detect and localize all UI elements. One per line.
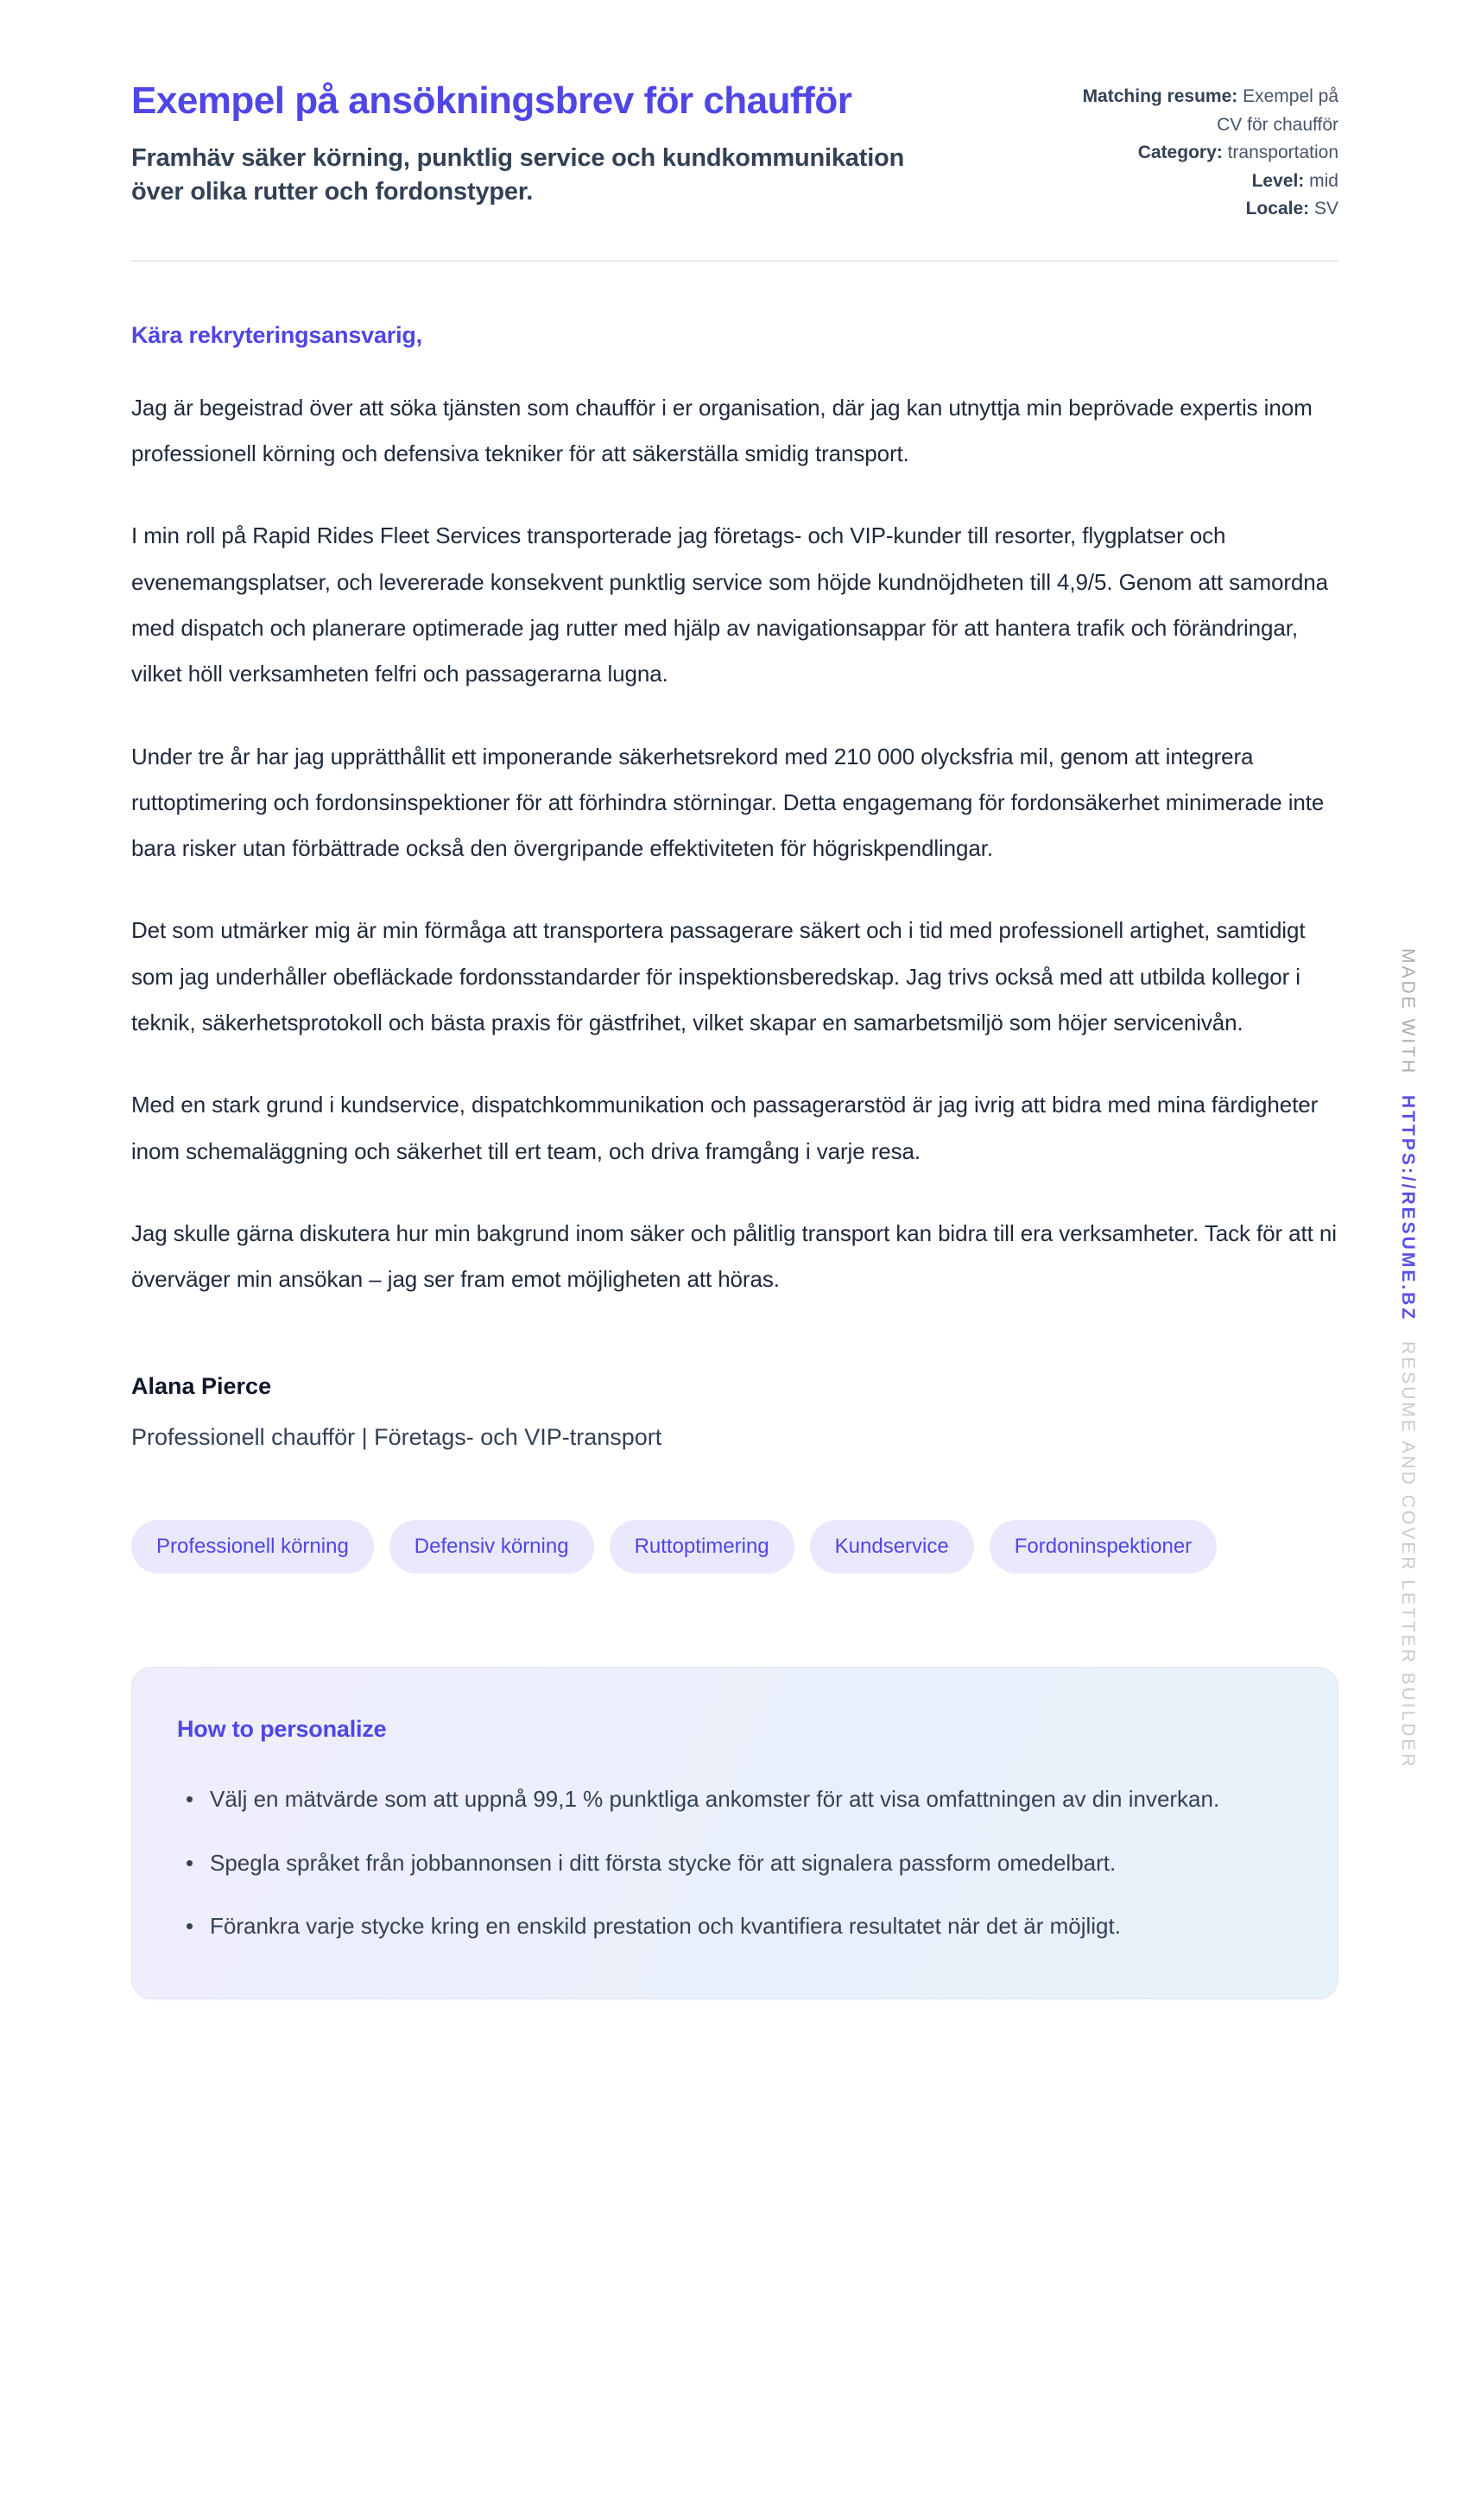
skill-tag: Kundservice <box>810 1520 974 1573</box>
letter-paragraph: I min roll på Rapid Rides Fleet Services transporterade jag företags- och VIP-kunder till resorter, flygplatser och evenemangsplatser, och levererade konsekvent punktlig service som höjde kundnöjdheten till 4,9/5. Genom att samordna med dispatch och planerare optimerade jag rutter med hjälp av navigationsappar för att hantera trafik och förändringar, vilket höll verksamheten felfri och passagerarna lugna. <box>131 522 1329 687</box>
personalize-tip-list <box>177 1779 1289 1947</box>
letter-body <box>131 322 1338 1452</box>
watermark-sidebar <box>1397 948 1418 1770</box>
letter-greeting: Kära rekryteringsansvarig, <box>131 321 422 348</box>
personalize-heading: How to personalize <box>177 1716 387 1743</box>
signature-role: Professionell chaufför | Företags- och VIP-transport <box>131 1424 662 1451</box>
header-title-block <box>131 76 908 209</box>
skill-tag: Professionell körning <box>131 1520 374 1573</box>
letter-paragraph: Jag skulle gärna diskutera hur min bakgrund inom säker och pålitlig transport kan bidra till era verksamheter. Tack för att ni överväger min ansökan – jag ser fram emot möjligheten att höras. <box>131 1219 1337 1293</box>
meta-locale-label: Locale: <box>1245 199 1310 219</box>
meta-matching-resume-value: Exempel på CV för chaufför <box>1217 86 1338 135</box>
skill-tags <box>131 1520 1338 1573</box>
watermark-resume-bz-link[interactable]: HTTPS://RESUME.BZ <box>1398 1095 1418 1322</box>
meta-category-label: Category: <box>1137 142 1223 163</box>
skill-tag: Fordoninspektioner <box>990 1520 1217 1573</box>
meta-matching-resume-label: Matching resume: <box>1082 86 1238 106</box>
meta-level-label: Level: <box>1251 170 1305 191</box>
watermark-made-with-label: MADE WITH <box>1398 948 1418 1076</box>
letter-paragraph: Under tre år har jag upprätthållit ett imponerande säkerhetsrekord med 210 000 olycksfria mil, genom att integrera ruttoptimering och fordonsinspektioner för att förhindra störningar. Detta engagemang för fordonsäkerhet minimerade inte bara risker utan förbättrade också den övergripande effektiviteten för högriskpendlingar. <box>131 743 1325 862</box>
watermark-tagline: RESUME AND COVER LETTER BUILDER <box>1398 1341 1418 1770</box>
header-divider <box>131 260 1338 262</box>
meta-block <box>1054 76 1338 224</box>
skill-tag: Defensiv körning <box>389 1520 594 1573</box>
skill-tag: Ruttoptimering <box>610 1520 794 1573</box>
page-title: Exempel på ansökningsbrev för chaufför <box>131 79 852 122</box>
signature-name: Alana Pierce <box>131 1373 272 1400</box>
page-subtitle: Framhäv säker körning, punktlig service och kundkommunikation över olika rutter och fordonstyper. <box>131 144 905 206</box>
page-header <box>131 76 1338 224</box>
meta-level-value: mid <box>1304 170 1338 191</box>
personalize-tip: • Välj en mätvärde som att uppnå 99,1 % punktliga ankomster för att visa omfattningen av din inverkan. <box>177 1779 1289 1820</box>
personalize-tip: • Förankra varje stycke kring en enskild prestation och kvantifiera resultatet när det är möjligt. <box>177 1906 1289 1947</box>
personalize-tip: • Spegla språket från jobbannonsen i ditt första stycke för att signalera passform omedelbart. <box>177 1843 1289 1884</box>
letter-paragraph: Med en stark grund i kundservice, dispatchkommunikation och passagerarstöd är jag ivrig att bidra med mina färdigheter inom schemaläggning och säkerhet till ert team, och driva framgång i varje resa. <box>131 1092 1319 1164</box>
letter-paragraph: Det som utmärker mig är min förmåga att transportera passagerare säkert och i tid med professionell artighet, samtidigt som jag underhåller obefläckade fordonsstandarder för inspektionsberedskap. Jag trivs också med att utbilda kollegor i teknik, säkerhetsprotokoll och bästa praxis för gästfrihet, vilket skapar en samarbetsmiljö som höjer servicenivån. <box>131 917 1306 1035</box>
meta-category-value: transportation <box>1222 142 1338 163</box>
letter-paragraph: Jag är begeistrad över att söka tjänsten som chaufför i er organisation, där jag kan utnyttja min beprövade expertis inom professionell körning och defensiva tekniker för att säkerställa smidig transport. <box>131 394 1313 467</box>
signature-block <box>131 1373 1338 1451</box>
personalize-tip-box <box>131 1667 1338 1999</box>
meta-locale-value: SV <box>1309 199 1338 219</box>
